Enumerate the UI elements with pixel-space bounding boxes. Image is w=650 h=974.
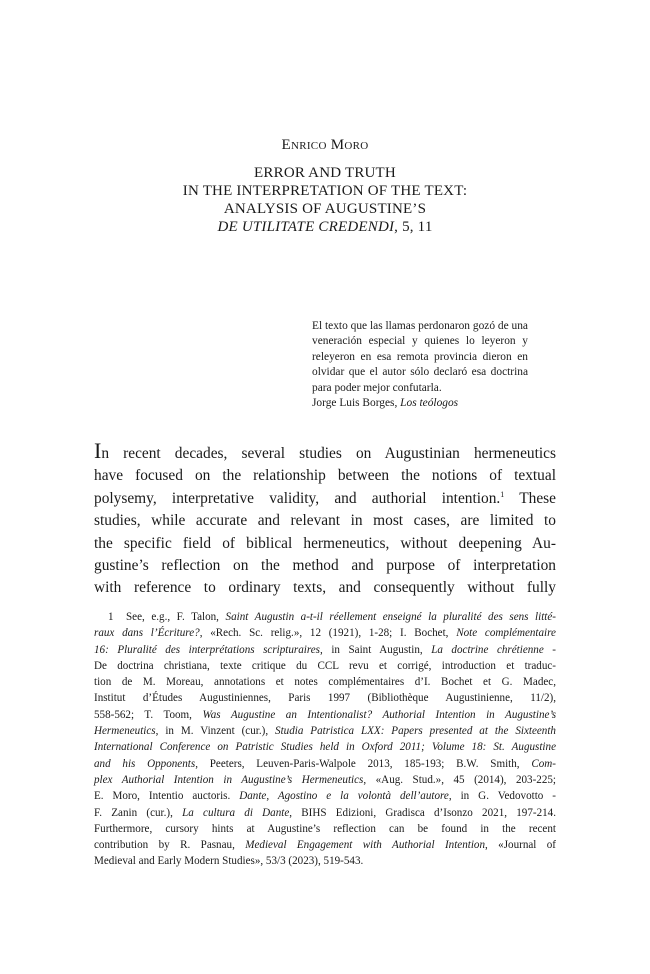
body-line-2: have focused on the relationship between the notions of textual — [94, 467, 556, 485]
initial-letter: I — [94, 438, 102, 463]
footnote-italic-segment: Studia Patristica LXX: Papers presented at the Sixteenth — [275, 725, 556, 738]
footnote-line — [94, 690, 556, 706]
body-line-1 — [94, 440, 556, 465]
footnote-line — [94, 853, 556, 869]
footnote-segment: , «Journal of — [485, 839, 557, 852]
footnote-line — [94, 837, 556, 853]
footnote-segment: , Peeters, Leuven-Paris-Walpole 2013, 185-193; B.W. Smith, — [195, 757, 532, 770]
author-name: Enrico Moro — [281, 137, 369, 153]
footnote-line — [94, 788, 556, 804]
footnote-segment: , «Aug. Stud.», 45 (2014), 203-225; — [363, 773, 556, 786]
footnote-line — [94, 821, 556, 837]
footnote-italic-segment: La doctrine chrétienne — [431, 643, 544, 656]
footnote-segment: Medieval and Early Modern Studies», 53/3 (2023), 519-543. — [94, 855, 364, 868]
footnote-segment: contribution by R. Pasnau, — [94, 839, 246, 852]
epigraph-attribution — [312, 396, 528, 411]
footnote-segment: Furthermore, cursory hints at Augustine’s reflection can be found in the recent — [94, 822, 556, 835]
footnote-italic-segment: International Conference on Patristic Studies held in Oxford 2011; Volume 18: St. Augustine — [94, 741, 556, 754]
body-line-1-text: n recent decades, several studies on Augustinian hermeneutics — [101, 445, 556, 462]
footnote-line — [94, 658, 556, 674]
footnote-segment: De doctrina christiana, texte critique du CCL revu et corrigé, introduction et traduc- — [94, 659, 556, 672]
footnote-segment: E. Moro, Intentio auctoris. — [94, 790, 240, 803]
footnote-segment: in Saint Augustin, — [322, 643, 432, 656]
title-work-locus: , 5, 11 — [394, 219, 433, 235]
footnote-italic-segment: Note complémentaire — [456, 627, 556, 640]
footnote-ref[interactable]: 1 — [500, 489, 505, 499]
body-line-5: the specific field of biblical hermeneutics, without deepening Au- — [94, 534, 556, 552]
footnote-italic-segment: and his Opponents — [94, 757, 196, 770]
footnote-line — [94, 723, 556, 739]
epigraph-text: El texto que las llamas perdonaron gozó de una veneración especial y quienes lo leyeron y releyeron en esa remota provincia dieron en olvidar que el autor sólo declaró esa doctrina para poder mejor confutarla. — [312, 320, 528, 394]
title-line-4 — [0, 218, 650, 236]
footnote-segment: tion de M. Moreau, annotations et notes complémentaires d’I. Bochet et G. Madec, — [94, 676, 556, 689]
footnote-italic-segment: Dante, Agostino e la volontà dell’autore — [239, 790, 449, 803]
footnote-segment: F. Zanin (cur.), — [94, 806, 183, 819]
footnote-line — [94, 625, 556, 641]
footnote-segment: , in M. Vinzent (cur.), — [155, 725, 276, 738]
footnote-line — [94, 609, 556, 625]
footnote-line — [94, 756, 556, 772]
epigraph — [312, 319, 528, 411]
footnote-segment: - — [543, 643, 556, 656]
epigraph-author: Jorge Luis Borges, — [312, 397, 401, 410]
epigraph-work: Los teólogos — [400, 397, 459, 410]
title-work-italic: DE UTILITATE CREDENDI — [217, 219, 395, 235]
body-line-3 — [94, 488, 556, 510]
footnote-italic-segment: La cultura di Dante — [182, 806, 290, 819]
title-line-1: ERROR AND TRUTH — [254, 165, 396, 181]
footnote-line — [94, 642, 556, 658]
body-line-7: with reference to ordinary texts, and consequently without fully — [94, 579, 556, 597]
footnote-italic-segment: Hermeneutics — [94, 725, 156, 738]
footnote-segment: , in G. Vedovotto - — [448, 790, 556, 803]
footnote-line — [94, 707, 556, 723]
body-line-3a: polysemy, interpretative validity, and authorial intention. — [94, 489, 501, 507]
body-paragraph — [94, 440, 556, 600]
title-line-3: ANALYSIS OF AUGUSTINE’S — [223, 201, 427, 217]
footnote-italic-segment: Saint Augustin a-t-il réellement enseigné la pluralité des sens litté- — [225, 611, 556, 623]
body-line-3b: These — [504, 489, 556, 507]
body-line-4: studies, while accurate and relevant in most cases, are limited to — [94, 512, 556, 530]
footnote-line — [94, 805, 556, 821]
footnote-segment: , BIHS Edizioni, Gradisca d’Isonzo 2021, 197-214. — [289, 806, 556, 819]
footnote-italic-segment: Com- — [531, 757, 556, 770]
footnote-italic-segment: Medieval Engagement with Authorial Intention — [245, 839, 486, 852]
footnote-italic-segment: Was Augustine an Intentionalist? Authorial Intention in Augustine’s — [202, 708, 557, 721]
footnote-segment: See, e.g., F. Talon, — [126, 611, 226, 623]
footnote-segment: Institut d’Études Augustiniennes, Paris 1997 (Bibliothèque Augustinienne, 11/2), — [94, 692, 556, 705]
footnote-line — [94, 739, 556, 755]
title-line-2: IN THE INTERPRETATION OF THE TEXT: — [182, 183, 468, 199]
footnote-italic-segment: raux dans l’Écriture? — [94, 627, 200, 640]
footnote-italic-segment: plex Authorial Intention in Augustine’s Hermeneutics — [94, 773, 364, 786]
footnote-italic-segment: 16: Pluralité des interprétations scripturaires, — [94, 643, 323, 656]
footnote-segment: 558-562; T. Toom, — [94, 708, 203, 721]
footnote-line — [94, 674, 556, 690]
article-title — [0, 164, 650, 236]
footnote-1 — [94, 609, 556, 870]
footnote-number: 1 — [108, 611, 114, 623]
footnote-segment: , «Rech. Sc. relig.», 12 (1921), 1-28; I. Bochet, — [199, 627, 457, 640]
footnote-line — [94, 772, 556, 788]
body-line-6: gustine’s reflection on the method and purpose of interpretation — [94, 557, 556, 575]
